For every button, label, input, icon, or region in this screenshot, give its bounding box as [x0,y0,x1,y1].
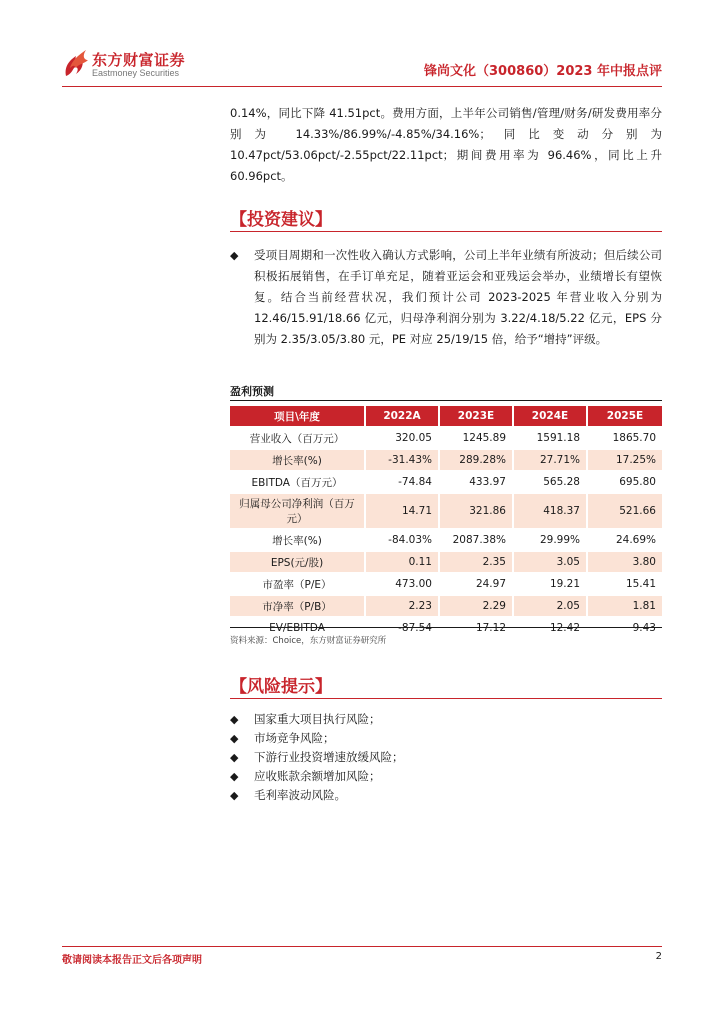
risk-heading-rule [230,698,662,699]
risk-heading: 【风险提示】 [230,677,332,697]
row-label: 增长率(%) [230,530,366,550]
diamond-bullet-icon: ◆ [230,249,239,262]
cell-value: 2.23 [366,596,440,616]
table-header-cell: 2022A [366,406,440,426]
row-label: EBITDA（百万元） [230,472,366,492]
cell-value: 1865.70 [612,432,656,444]
table-row [230,494,662,528]
cell-value: 695.80 [619,476,656,488]
cell-value: 15.41 [625,578,656,590]
page-number: 2 [655,951,662,962]
row-label: 增长率(%) [230,450,366,470]
diamond-bullet-icon: ◆ [230,732,239,745]
cell-value: 24.97 [440,574,514,594]
row-label: 营业收入（百万元） [230,428,366,448]
intro-paragraph [230,103,662,187]
cell-value: 2.35 [440,552,514,572]
cell-value: 1591.18 [514,428,588,448]
cell-value: 29.99% [514,530,588,550]
risk-item [230,709,662,730]
cell-value: 3.80 [588,552,662,572]
risk-item [230,728,662,749]
diamond-bullet-icon: ◆ [230,770,239,783]
table-header-cell: 2024E [514,406,588,426]
cell-value: -31.43% [366,450,440,470]
forecast-table-title: 盈利预测 [230,385,274,398]
cell-value: 521.66 [588,494,662,528]
diamond-bullet-icon: ◆ [230,789,239,802]
table-top-rule [230,400,662,401]
cell-value: 24.69% [615,534,656,546]
diamond-bullet-icon: ◆ [230,713,239,726]
row-label: 市盈率（P/E） [230,574,366,594]
intro-text: 0.14%，同比下降 41.51pct。费用方面，上半年公司销售/管理/财务/研发费用率分别为 14.33%/86.99%/-4.85%/34.16%；同比变动分别为10.47pct/53.06pct/-2.55pct/22.11pct；期间费用率为 96.46%，同比上升 60.96pct。 [230,106,662,183]
investment-heading-rule [230,231,662,232]
cell-value: -74.84 [366,472,440,492]
cell-value: 9.43 [632,622,656,634]
table-header-cell: 2025E [588,406,662,426]
cell-value: 289.28% [440,450,514,470]
table-header-cell: 2023E [440,406,514,426]
row-label: EV/EBITDA [230,618,366,638]
cell-value: 2.29 [440,596,514,616]
risk-item-text: 应收账款余额增加风险； [254,769,381,783]
cell-value: 12.42 [514,618,588,638]
risk-item-text: 毛利率波动风险。 [254,788,346,802]
forecast-table [230,404,662,640]
risk-item-text: 下游行业投资增速放缓风险； [254,750,404,764]
risk-item [230,785,662,806]
cell-value: 1.81 [588,596,662,616]
cell-value: -87.54 [366,618,440,638]
eastmoney-flame-icon [62,46,90,80]
cell-value: 320.05 [366,428,440,448]
table-row [230,574,662,594]
eastmoney-logo [62,46,212,84]
cell-value: 418.37 [514,494,588,528]
logo-chinese-name: 东方财富证券 [92,51,186,69]
cell-value: 565.28 [514,472,588,492]
table-source-note: 资料来源：Choice，东方财富证券研究所 [230,636,387,646]
cell-value: 3.05 [514,552,588,572]
cell-value: 0.11 [366,552,440,572]
table-row [230,596,662,616]
cell-value: 2087.38% [440,530,514,550]
cell-value: 27.71% [514,450,588,470]
cell-value: 2.05 [514,596,588,616]
page-header [0,0,724,92]
table-row [230,530,662,550]
table-row [230,472,662,492]
investment-heading: 【投资建议】 [230,210,332,230]
cell-value: 14.71 [366,494,440,528]
investment-bullet [230,245,662,350]
cell-value: 321.86 [440,494,514,528]
footer-disclaimer: 敬请阅读本报告正文后各项声明 [62,955,202,966]
table-header-cell: 项目\年度 [230,406,366,426]
row-label: 归属母公司净利润（百万元） [230,494,366,528]
cell-value: 433.97 [440,472,514,492]
table-row [230,428,662,448]
cell-value: 1245.89 [440,428,514,448]
footer-divider [62,946,662,947]
header-divider [62,86,662,87]
row-label: 市净率（P/B） [230,596,366,616]
risk-item [230,747,662,768]
diamond-bullet-icon: ◆ [230,751,239,764]
cell-value: 17.25% [588,450,662,470]
table-row [230,450,662,470]
table-header-row [230,406,662,426]
row-label: EPS(元/股) [230,552,366,572]
logo-english-name: Eastmoney Securities [92,68,180,78]
risk-item-text: 国家重大项目执行风险； [254,712,381,726]
cell-value: 17.12 [440,618,514,638]
table-bottom-rule [230,627,662,628]
report-title: 锋尚文化（300860）2023 年中报点评 [424,64,662,79]
investment-text: 受项目周期和一次性收入确认方式影响，公司上半年业绩有所波动；但后续公司积极拓展销售，在手订单充足，随着亚运会和亚残运会举办，业绩增长有望恢复。结合当前经营状况，我们预计公司 2023-2025 年营业收入分别为 12.46/15.91/18.66 亿元，归母净利润分别为 3.22/4.18/5.22 亿元，EPS 分别为 2.35/3.05/3.80 元，PE 对应 25/19/15 倍，给予“增持”评级。 [254,248,662,346]
cell-value: -84.03% [366,530,440,550]
cell-value: 473.00 [366,574,440,594]
risk-item-text: 市场竞争风险； [254,731,335,745]
table-row [230,552,662,572]
risk-item [230,766,662,787]
cell-value: 19.21 [514,574,588,594]
